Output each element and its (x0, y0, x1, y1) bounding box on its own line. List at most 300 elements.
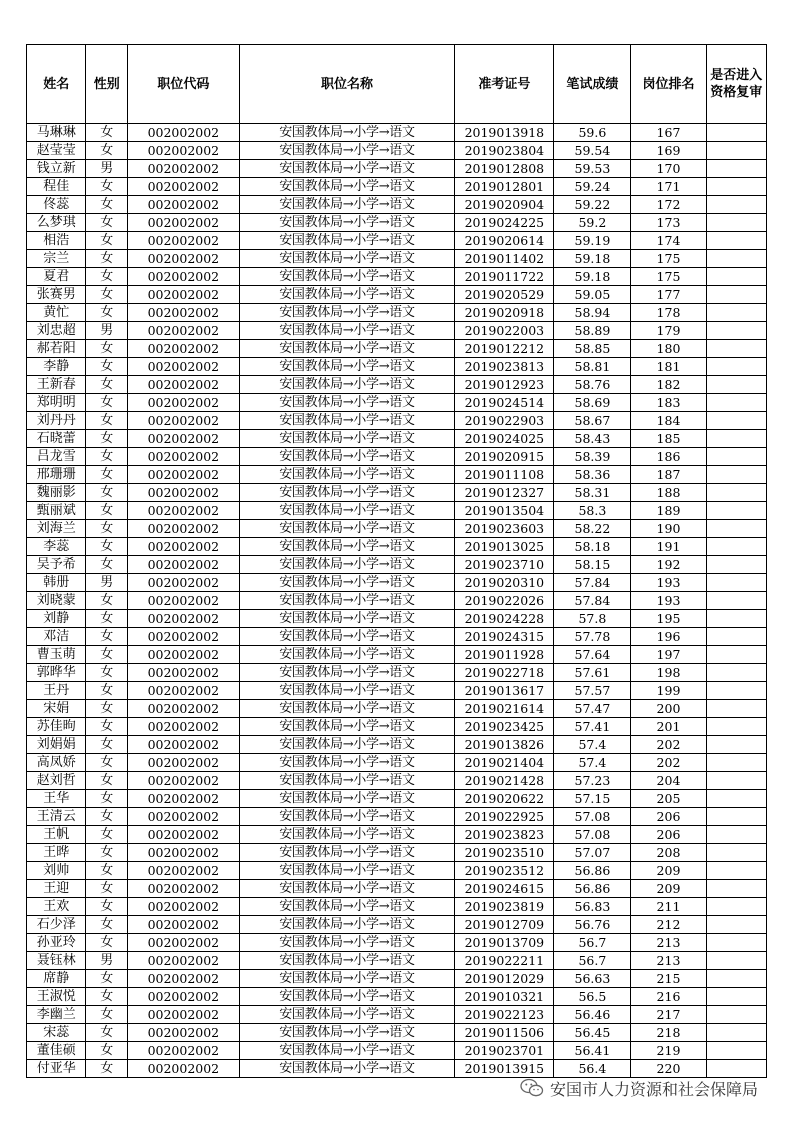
cell-title: 安国教体局→小学→语文 (239, 484, 455, 502)
cell-title: 安国教体局→小学→语文 (239, 754, 455, 772)
cell-name: 刘丹丹 (27, 412, 86, 430)
cell-name: 马琳琳 (27, 124, 86, 142)
cell-rank: 186 (631, 448, 706, 466)
cell-exam: 2019023701 (455, 1042, 554, 1060)
cell-gender: 女 (86, 178, 128, 196)
cell-gender: 女 (86, 736, 128, 754)
header-qualification-review: 是否进入资格复审 (706, 45, 767, 124)
cell-code: 002002002 (128, 340, 240, 358)
cell-code: 002002002 (128, 520, 240, 538)
cell-code: 002002002 (128, 754, 240, 772)
cell-gender: 女 (86, 520, 128, 538)
table-row (27, 430, 767, 448)
cell-code: 002002002 (128, 430, 240, 448)
cell-score: 59.54 (554, 142, 631, 160)
cell-rank: 167 (631, 124, 706, 142)
cell-code: 002002002 (128, 268, 240, 286)
cell-gender: 女 (86, 718, 128, 736)
cell-title: 安国教体局→小学→语文 (239, 718, 455, 736)
table-body (27, 124, 767, 1078)
cell-exam: 2019020915 (455, 448, 554, 466)
table-row (27, 124, 767, 142)
cell-review (706, 970, 767, 988)
table-row (27, 196, 767, 214)
cell-title: 安国教体局→小学→语文 (239, 1042, 455, 1060)
cell-gender: 女 (86, 772, 128, 790)
cell-score: 57.57 (554, 682, 631, 700)
cell-exam: 2019023804 (455, 142, 554, 160)
cell-gender: 女 (86, 196, 128, 214)
cell-exam: 2019024228 (455, 610, 554, 628)
cell-exam: 2019022925 (455, 808, 554, 826)
cell-score: 57.4 (554, 754, 631, 772)
cell-rank: 195 (631, 610, 706, 628)
cell-exam: 2019011722 (455, 268, 554, 286)
cell-exam: 2019011928 (455, 646, 554, 664)
cell-rank: 202 (631, 754, 706, 772)
cell-gender: 女 (86, 466, 128, 484)
cell-gender: 女 (86, 304, 128, 322)
cell-exam: 2019020310 (455, 574, 554, 592)
cell-rank: 198 (631, 664, 706, 682)
cell-exam: 2019024315 (455, 628, 554, 646)
table-row (27, 610, 767, 628)
cell-exam: 2019013915 (455, 1060, 554, 1078)
cell-rank: 213 (631, 934, 706, 952)
cell-title: 安国教体局→小学→语文 (239, 538, 455, 556)
cell-code: 002002002 (128, 484, 240, 502)
cell-review (706, 538, 767, 556)
cell-exam: 2019022123 (455, 1006, 554, 1024)
table-row (27, 484, 767, 502)
header-gender: 性别 (86, 45, 128, 124)
table-row (27, 970, 767, 988)
cell-title: 安国教体局→小学→语文 (239, 664, 455, 682)
cell-review (706, 844, 767, 862)
cell-review (706, 952, 767, 970)
cell-name: 石少泽 (27, 916, 86, 934)
cell-gender: 女 (86, 250, 128, 268)
cell-code: 002002002 (128, 556, 240, 574)
table-row (27, 790, 767, 808)
cell-exam: 2019024025 (455, 430, 554, 448)
cell-name: 夏君 (27, 268, 86, 286)
cell-score: 58.81 (554, 358, 631, 376)
cell-review (706, 304, 767, 322)
cell-code: 002002002 (128, 178, 240, 196)
cell-score: 56.7 (554, 952, 631, 970)
cell-code: 002002002 (128, 934, 240, 952)
cell-score: 59.05 (554, 286, 631, 304)
cell-title: 安国教体局→小学→语文 (239, 358, 455, 376)
cell-name: 张赛男 (27, 286, 86, 304)
cell-exam: 2019013918 (455, 124, 554, 142)
cell-review (706, 934, 767, 952)
cell-title: 安国教体局→小学→语文 (239, 340, 455, 358)
cell-review (706, 124, 767, 142)
cell-review (706, 322, 767, 340)
table-row (27, 142, 767, 160)
cell-exam: 2019023813 (455, 358, 554, 376)
cell-title: 安国教体局→小学→语文 (239, 736, 455, 754)
header-row (27, 45, 767, 124)
cell-rank: 216 (631, 988, 706, 1006)
cell-gender: 女 (86, 916, 128, 934)
cell-code: 002002002 (128, 610, 240, 628)
cell-title: 安国教体局→小学→语文 (239, 844, 455, 862)
cell-review (706, 718, 767, 736)
header-name: 姓名 (27, 45, 86, 124)
cell-code: 002002002 (128, 862, 240, 880)
cell-name: 钱立新 (27, 160, 86, 178)
cell-rank: 177 (631, 286, 706, 304)
cell-name: 刘晓蒙 (27, 592, 86, 610)
cell-name: 吕龙雪 (27, 448, 86, 466)
cell-name: 王帆 (27, 826, 86, 844)
cell-code: 002002002 (128, 502, 240, 520)
header-written-score: 笔试成绩 (554, 45, 631, 124)
table-row (27, 952, 767, 970)
cell-score: 56.76 (554, 916, 631, 934)
cell-exam: 2019011108 (455, 466, 554, 484)
table-row (27, 1024, 767, 1042)
table-row (27, 412, 767, 430)
cell-name: 邓洁 (27, 628, 86, 646)
cell-gender: 女 (86, 790, 128, 808)
cell-name: 相浩 (27, 232, 86, 250)
cell-gender: 男 (86, 322, 128, 340)
cell-title: 安国教体局→小学→语文 (239, 178, 455, 196)
table-row (27, 682, 767, 700)
cell-name: 刘帅 (27, 862, 86, 880)
cell-name: 董佳硕 (27, 1042, 86, 1060)
table-row (27, 178, 767, 196)
cell-review (706, 664, 767, 682)
cell-gender: 女 (86, 1060, 128, 1078)
cell-code: 002002002 (128, 574, 240, 592)
cell-rank: 219 (631, 1042, 706, 1060)
cell-gender: 女 (86, 484, 128, 502)
cell-rank: 212 (631, 916, 706, 934)
cell-exam: 2019020529 (455, 286, 554, 304)
cell-title: 安国教体局→小学→语文 (239, 430, 455, 448)
cell-title: 安国教体局→小学→语文 (239, 142, 455, 160)
cell-review (706, 358, 767, 376)
cell-rank: 217 (631, 1006, 706, 1024)
cell-gender: 女 (86, 592, 128, 610)
cell-score: 56.7 (554, 934, 631, 952)
cell-rank: 175 (631, 250, 706, 268)
table-row (27, 394, 767, 412)
cell-exam: 2019011506 (455, 1024, 554, 1042)
cell-title: 安国教体局→小学→语文 (239, 196, 455, 214)
cell-exam: 2019023823 (455, 826, 554, 844)
cell-name: 甄丽斌 (27, 502, 86, 520)
cell-title: 安国教体局→小学→语文 (239, 826, 455, 844)
cell-gender: 男 (86, 574, 128, 592)
cell-name: 聂钰林 (27, 952, 86, 970)
cell-code: 002002002 (128, 628, 240, 646)
cell-review (706, 772, 767, 790)
cell-score: 59.22 (554, 196, 631, 214)
cell-review (706, 1042, 767, 1060)
table-row (27, 988, 767, 1006)
cell-review (706, 142, 767, 160)
table-row (27, 502, 767, 520)
cell-rank: 187 (631, 466, 706, 484)
cell-score: 58.76 (554, 376, 631, 394)
cell-code: 002002002 (128, 322, 240, 340)
table-row (27, 664, 767, 682)
table-row (27, 646, 767, 664)
cell-score: 57.41 (554, 718, 631, 736)
cell-rank: 169 (631, 142, 706, 160)
cell-gender: 男 (86, 952, 128, 970)
cell-review (706, 862, 767, 880)
cell-score: 58.15 (554, 556, 631, 574)
table-row (27, 772, 767, 790)
cell-code: 002002002 (128, 142, 240, 160)
cell-title: 安国教体局→小学→语文 (239, 412, 455, 430)
cell-code: 002002002 (128, 646, 240, 664)
results-table (26, 44, 767, 1078)
cell-exam: 2019012808 (455, 160, 554, 178)
cell-review (706, 628, 767, 646)
cell-review (706, 232, 767, 250)
cell-name: 刘静 (27, 610, 86, 628)
cell-exam: 2019013826 (455, 736, 554, 754)
cell-code: 002002002 (128, 880, 240, 898)
cell-code: 002002002 (128, 448, 240, 466)
table-row (27, 754, 767, 772)
cell-name: 刘海兰 (27, 520, 86, 538)
cell-code: 002002002 (128, 196, 240, 214)
cell-review (706, 178, 767, 196)
cell-title: 安国教体局→小学→语文 (239, 862, 455, 880)
cell-title: 安国教体局→小学→语文 (239, 1024, 455, 1042)
cell-exam: 2019022026 (455, 592, 554, 610)
cell-gender: 女 (86, 934, 128, 952)
cell-exam: 2019022718 (455, 664, 554, 682)
cell-code: 002002002 (128, 124, 240, 142)
cell-code: 002002002 (128, 214, 240, 232)
cell-review (706, 502, 767, 520)
cell-gender: 女 (86, 538, 128, 556)
cell-title: 安国教体局→小学→语文 (239, 214, 455, 232)
cell-title: 安国教体局→小学→语文 (239, 610, 455, 628)
cell-name: 吴予希 (27, 556, 86, 574)
cell-code: 002002002 (128, 376, 240, 394)
cell-title: 安国教体局→小学→语文 (239, 880, 455, 898)
cell-name: 黄忙 (27, 304, 86, 322)
cell-score: 58.89 (554, 322, 631, 340)
cell-code: 002002002 (128, 250, 240, 268)
table-row (27, 574, 767, 592)
cell-code: 002002002 (128, 988, 240, 1006)
cell-name: 韩册 (27, 574, 86, 592)
cell-review (706, 1024, 767, 1042)
cell-score: 57.15 (554, 790, 631, 808)
cell-rank: 178 (631, 304, 706, 322)
cell-name: 李静 (27, 358, 86, 376)
cell-gender: 女 (86, 448, 128, 466)
cell-title: 安国教体局→小学→语文 (239, 682, 455, 700)
cell-name: 赵刘哲 (27, 772, 86, 790)
cell-review (706, 988, 767, 1006)
cell-review (706, 430, 767, 448)
table-row (27, 358, 767, 376)
cell-code: 002002002 (128, 790, 240, 808)
cell-title: 安国教体局→小学→语文 (239, 790, 455, 808)
cell-review (706, 574, 767, 592)
cell-gender: 女 (86, 556, 128, 574)
cell-rank: 211 (631, 898, 706, 916)
cell-review (706, 196, 767, 214)
cell-exam: 2019023510 (455, 844, 554, 862)
cell-name: 高凤娇 (27, 754, 86, 772)
cell-gender: 女 (86, 862, 128, 880)
cell-review (706, 880, 767, 898)
cell-gender: 女 (86, 394, 128, 412)
cell-name: 王华 (27, 790, 86, 808)
cell-score: 57.08 (554, 826, 631, 844)
cell-score: 57.4 (554, 736, 631, 754)
cell-name: 魏丽影 (27, 484, 86, 502)
table-row (27, 736, 767, 754)
cell-rank: 200 (631, 700, 706, 718)
table-row (27, 448, 767, 466)
cell-code: 002002002 (128, 916, 240, 934)
cell-title: 安国教体局→小学→语文 (239, 232, 455, 250)
cell-title: 安国教体局→小学→语文 (239, 970, 455, 988)
cell-score: 58.18 (554, 538, 631, 556)
cell-review (706, 700, 767, 718)
cell-rank: 196 (631, 628, 706, 646)
cell-gender: 女 (86, 268, 128, 286)
cell-review (706, 340, 767, 358)
cell-rank: 191 (631, 538, 706, 556)
watermark (520, 1073, 758, 1103)
cell-name: 郭晔华 (27, 664, 86, 682)
cell-score: 57.8 (554, 610, 631, 628)
cell-exam: 2019021428 (455, 772, 554, 790)
cell-title: 安国教体局→小学→语文 (239, 250, 455, 268)
cell-score: 59.19 (554, 232, 631, 250)
cell-exam: 2019012801 (455, 178, 554, 196)
table-row (27, 520, 767, 538)
cell-gender: 女 (86, 754, 128, 772)
cell-code: 002002002 (128, 1042, 240, 1060)
header-position-title: 职位名称 (239, 45, 455, 124)
cell-score: 57.47 (554, 700, 631, 718)
cell-score: 56.46 (554, 1006, 631, 1024)
cell-gender: 女 (86, 214, 128, 232)
cell-title: 安国教体局→小学→语文 (239, 160, 455, 178)
cell-title: 安国教体局→小学→语文 (239, 628, 455, 646)
cell-review (706, 484, 767, 502)
cell-gender: 女 (86, 142, 128, 160)
cell-score: 59.2 (554, 214, 631, 232)
cell-rank: 193 (631, 574, 706, 592)
cell-review (706, 1006, 767, 1024)
cell-score: 58.36 (554, 466, 631, 484)
cell-title: 安国教体局→小学→语文 (239, 520, 455, 538)
cell-title: 安国教体局→小学→语文 (239, 772, 455, 790)
cell-score: 58.39 (554, 448, 631, 466)
cell-gender: 女 (86, 412, 128, 430)
cell-rank: 199 (631, 682, 706, 700)
cell-gender: 女 (86, 610, 128, 628)
header-position-code: 职位代码 (128, 45, 240, 124)
cell-code: 002002002 (128, 736, 240, 754)
cell-name: 王欢 (27, 898, 86, 916)
table-row (27, 808, 767, 826)
cell-code: 002002002 (128, 700, 240, 718)
cell-name: 刘忠超 (27, 322, 86, 340)
cell-exam: 2019013617 (455, 682, 554, 700)
cell-rank: 201 (631, 718, 706, 736)
cell-name: 郝若阳 (27, 340, 86, 358)
cell-score: 57.08 (554, 808, 631, 826)
cell-title: 安国教体局→小学→语文 (239, 916, 455, 934)
cell-score: 58.31 (554, 484, 631, 502)
cell-code: 002002002 (128, 160, 240, 178)
cell-code: 002002002 (128, 898, 240, 916)
cell-review (706, 646, 767, 664)
cell-review (706, 160, 767, 178)
cell-name: 王晔 (27, 844, 86, 862)
cell-review (706, 916, 767, 934)
cell-score: 56.4 (554, 1060, 631, 1078)
cell-code: 002002002 (128, 682, 240, 700)
header-position-rank: 岗位排名 (631, 45, 706, 124)
cell-gender: 女 (86, 844, 128, 862)
cell-rank: 197 (631, 646, 706, 664)
cell-exam: 2019024615 (455, 880, 554, 898)
cell-exam: 2019024514 (455, 394, 554, 412)
cell-rank: 172 (631, 196, 706, 214)
cell-rank: 171 (631, 178, 706, 196)
cell-title: 安国教体局→小学→语文 (239, 808, 455, 826)
cell-exam: 2019022903 (455, 412, 554, 430)
cell-exam: 2019021614 (455, 700, 554, 718)
cell-rank: 220 (631, 1060, 706, 1078)
cell-code: 002002002 (128, 664, 240, 682)
cell-review (706, 898, 767, 916)
cell-review (706, 376, 767, 394)
cell-score: 59.53 (554, 160, 631, 178)
cell-title: 安国教体局→小学→语文 (239, 952, 455, 970)
cell-code: 002002002 (128, 844, 240, 862)
cell-review (706, 412, 767, 430)
table-row (27, 844, 767, 862)
cell-score: 57.84 (554, 574, 631, 592)
cell-rank: 205 (631, 790, 706, 808)
table-row (27, 466, 767, 484)
cell-score: 58.69 (554, 394, 631, 412)
cell-title: 安国教体局→小学→语文 (239, 268, 455, 286)
cell-review (706, 466, 767, 484)
cell-name: 苏佳昫 (27, 718, 86, 736)
cell-code: 002002002 (128, 394, 240, 412)
cell-exam: 2019012212 (455, 340, 554, 358)
cell-code: 002002002 (128, 232, 240, 250)
cell-code: 002002002 (128, 1006, 240, 1024)
cell-name: 席静 (27, 970, 86, 988)
watermark-text: 安国市人力资源和社会保障局 (550, 1079, 759, 1099)
cell-rank: 208 (631, 844, 706, 862)
cell-score: 58.94 (554, 304, 631, 322)
